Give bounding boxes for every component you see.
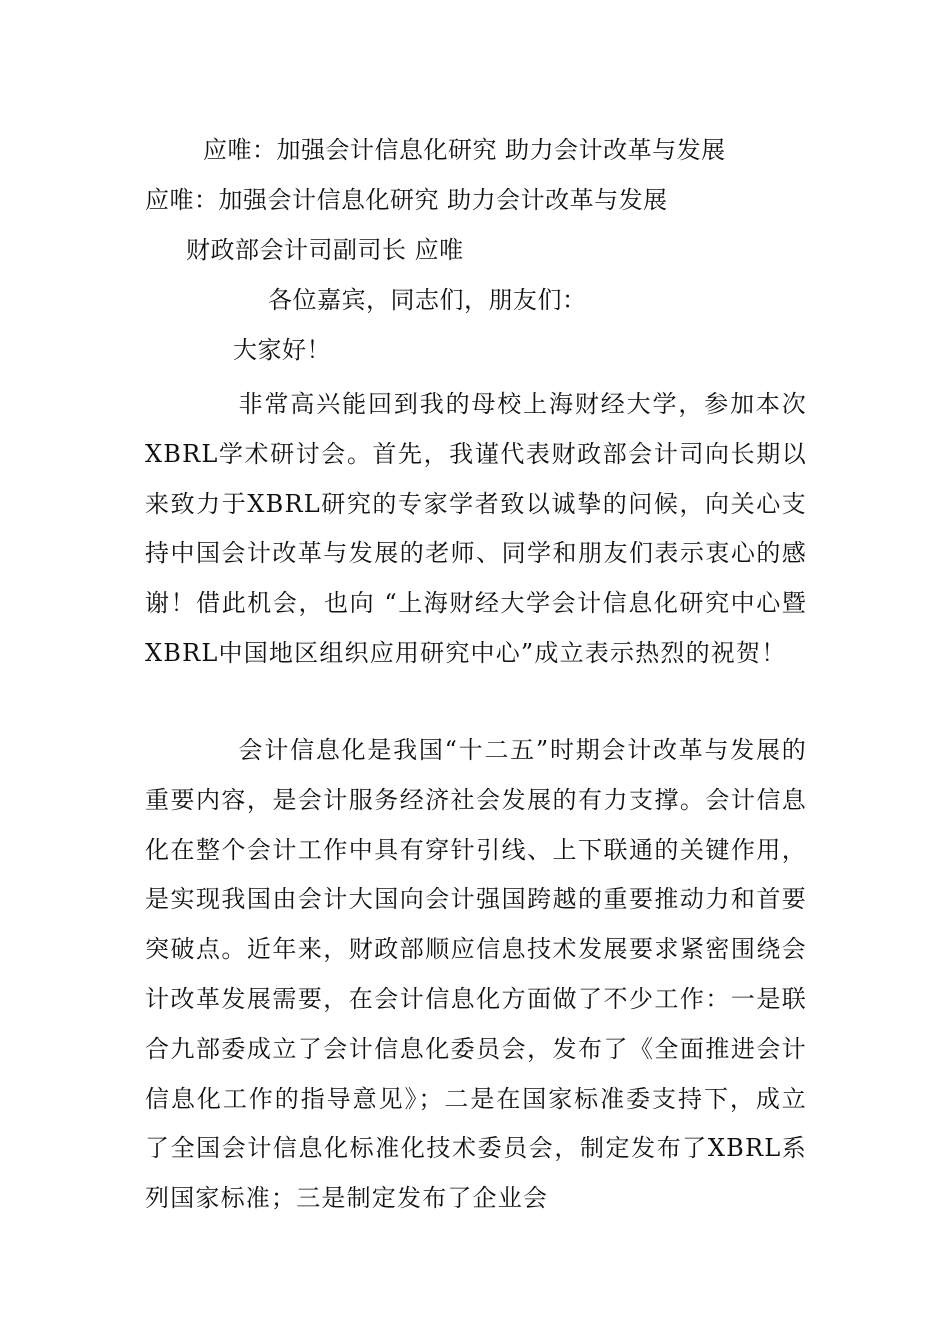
hello-line: 大家好！ bbox=[233, 336, 331, 364]
document-title: 应唯：加强会计信息化研究 助力会计改革与发展 bbox=[203, 136, 726, 164]
author-line: 财政部会计司副司长 应唯 bbox=[186, 236, 464, 264]
greeting-line: 各位嘉宾，同志们，朋友们： bbox=[268, 286, 587, 314]
document-title-repeat: 应唯：加强会计信息化研究 助力会计改革与发展 bbox=[145, 186, 668, 214]
paragraph-2-text: 会计信息化是我国“十二五”时期会计改革与发展的重要内容，是会计服务经济社会发展的有力支撑。会计信息化在整个会计工作中具有穿针引线、上下联通的关键作用，是实现我国由会计大国向会计强国跨越的重要推动力和首要突破点。近年来，财政部顺应信息技术发展要求紧密围绕会计改革发展需要，在会计信息化方面做了不少工作：一是联合九部委成立了会计信息化委员会，发布了《全面推进会计信息化工作的指导意见》；二是在国家标准委支持下，成立了全国会计信息化标准化技术委员会，制定发布了XBRL系列国家标准；三是制定发布了企业会 bbox=[145, 736, 807, 1213]
paragraph-1-text: 非常高兴能回到我的母校上海财经大学，参加本次XBRL学术研讨会。首先，我谨代表财政部会计司向长期以来致力于XBRL研究的专家学者致以诚挚的问候，向关心支持中国会计改革与发展的老师、同学和朋友们表示衷心的感谢！借此机会，也向 “上海财经大学会计信息化研究中心暨XBRL中国地区组织应用研究中心”成立表示热烈的祝贺！ bbox=[145, 390, 807, 667]
paragraph-1 bbox=[145, 380, 807, 679]
paragraph-2 bbox=[145, 726, 807, 1224]
